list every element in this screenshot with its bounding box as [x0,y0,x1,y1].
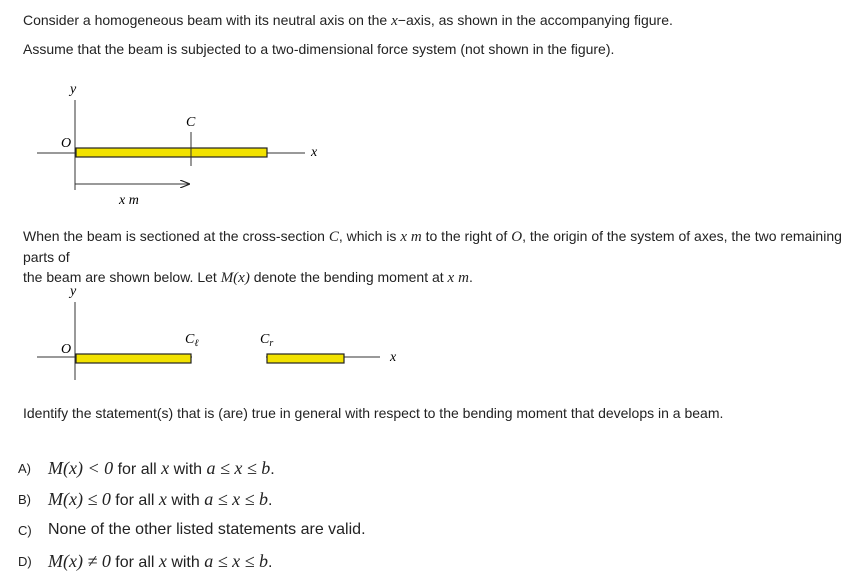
intro-dash: − [397,12,406,28]
fig2-y-label: y [70,284,77,299]
option-b[interactable] [18,487,272,511]
fig1-x-label: x [311,145,318,160]
option-c-letter: C) [18,522,32,538]
option-d[interactable] [18,549,272,573]
intro-x-var: x [391,13,398,29]
question-text: Identify the statement(s) that is (are) true in general with respect to the bending moment that develops in a beam. [23,405,724,421]
intro-text: Consider a homogeneous beam with its neutral axis on the [23,12,392,28]
fig2-cl-label: $C_\ell$ [185,332,199,349]
fig2-right-beam [267,354,344,363]
option-b-text: M(x) ≤ 0 for all x with a ≤ x ≤ b. [48,488,273,509]
option-a[interactable] [18,456,275,480]
intro-text-end: axis, as shown in the accompanying figure. [405,12,673,28]
fig2-cr-label: $C_r$ [260,332,274,349]
fig1-beam [76,148,267,157]
section-paragraph: When the beam is sectioned at the cross-section C, which is x m to the right of O, the origin of the system of axes, the two remaining parts of the beam are shown below. Let M(x) denote the bending moment at x m. [23,228,842,286]
fig1-y-label: y [70,82,77,97]
fig1-dimension-label: x m [119,193,139,208]
intro-line-2: Assume that the beam is subjected to a two-dimensional force system (not shown in the figure). [23,41,615,57]
option-a-letter: A) [18,460,31,476]
fig2-x-label: x [390,350,397,365]
fig2-origin-label: O [61,342,72,357]
fig2-left-beam [76,354,191,363]
option-b-letter: B) [18,491,31,507]
fig1-c-label: C [186,115,196,130]
beam-figure-2 [37,284,397,380]
fig1-origin-label: O [61,136,72,151]
option-c[interactable] [18,518,366,542]
option-d-text: M(x) ≠ 0 for all x with a ≤ x ≤ b. [48,550,273,571]
option-a-text: M(x) < 0 for all x with a ≤ x ≤ b. [48,457,275,478]
option-c-text: None of the other listed statements are valid. [48,521,366,538]
option-d-letter: D) [18,553,32,569]
beam-figure-1 [37,82,318,208]
